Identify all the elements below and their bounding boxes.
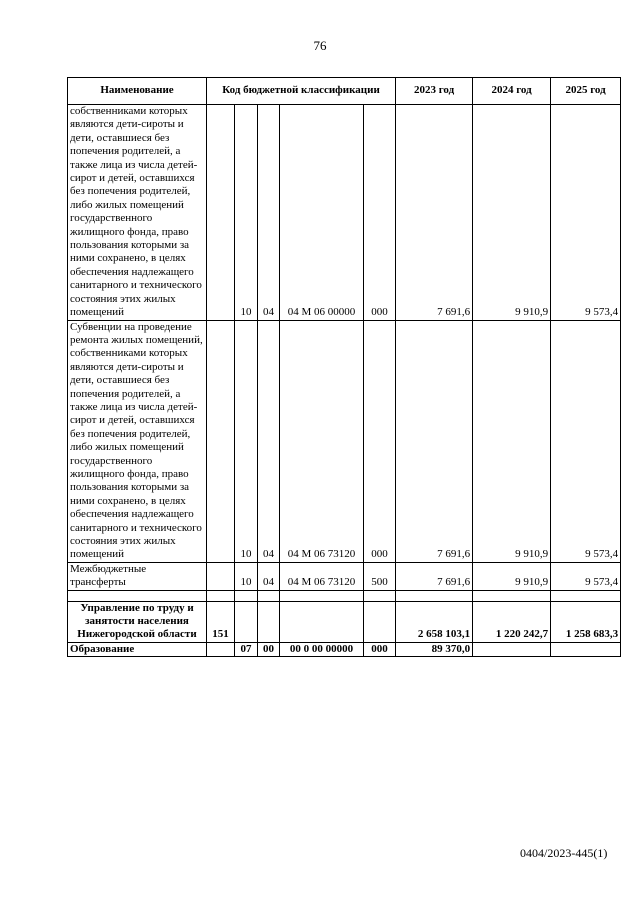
header-2025: 2025 год [551,78,621,105]
row-code-target: 04 М 06 00000 [280,105,364,321]
table-row [68,320,621,562]
row-value-2024: 9 910,9 [473,562,551,590]
header-2024: 2024 год [473,78,551,105]
row-value-2023: 7 691,6 [396,320,473,562]
spacer-cell [280,590,364,601]
row-code-target [280,601,364,642]
row-code-admin [207,562,235,590]
row-code-section: 10 [235,562,258,590]
row-code-type [364,601,396,642]
row-name: Управление по труду и занятости населения Нижегородской области [68,601,207,642]
row-value-2024: 9 910,9 [473,105,551,321]
row-value-2024 [473,642,551,656]
table-row [68,642,621,656]
row-code-section: 10 [235,105,258,321]
header-2023: 2023 год [396,78,473,105]
row-value-2023: 7 691,6 [396,562,473,590]
row-value-2023: 7 691,6 [396,105,473,321]
row-value-2024: 1 220 242,7 [473,601,551,642]
row-code-subsection: 04 [258,562,280,590]
spacer-cell [396,590,473,601]
row-code-target: 04 М 06 73120 [280,320,364,562]
row-code-section: 07 [235,642,258,656]
row-value-2025: 1 258 683,3 [551,601,621,642]
row-code-admin [207,320,235,562]
header-code: Код бюджетной классификации [207,78,396,105]
table-row [68,601,621,642]
row-code-subsection: 00 [258,642,280,656]
spacer-cell [207,590,235,601]
row-code-type: 500 [364,562,396,590]
spacer-cell [473,590,551,601]
row-code-target: 00 0 00 00000 [280,642,364,656]
row-code-subsection [258,601,280,642]
row-code-type: 000 [364,320,396,562]
row-value-2023: 89 370,0 [396,642,473,656]
table-row [68,562,621,590]
row-value-2025: 9 573,4 [551,105,621,321]
spacer-cell [258,590,280,601]
row-value-2025: 9 573,4 [551,562,621,590]
spacer-row [68,590,621,601]
header-name: Наименование [68,78,207,105]
row-name: Образование [68,642,207,656]
row-name: Межбюджетные трансферты [68,562,207,590]
budget-table [67,77,621,657]
header-row [68,78,621,105]
table-row [68,105,621,321]
row-code-type: 000 [364,105,396,321]
row-code-section: 10 [235,320,258,562]
row-name: собственниками которых являются дети-сироты и дети, оставшиеся без попечения родителей, а также лица из числа детей-сирот и детей, оставшихся без попечения родителей, либо жилых помещений государственного жилищного фонда, право пользования которыми за ними сохранено, в целях обеспечения надлежащего санитарного и технического состояния этих жилых помещений [68,105,207,321]
row-code-admin: 151 [207,601,235,642]
row-code-section [235,601,258,642]
row-value-2025: 9 573,4 [551,320,621,562]
row-value-2024: 9 910,9 [473,320,551,562]
document-footer-code: 0404/2023-445(1) [520,846,608,860]
row-code-subsection: 04 [258,105,280,321]
page-number: 76 [313,38,327,53]
row-value-2023: 2 658 103,1 [396,601,473,642]
row-code-target: 04 М 06 73120 [280,562,364,590]
spacer-cell [235,590,258,601]
row-code-admin [207,105,235,321]
row-value-2025 [551,642,621,656]
spacer-cell [68,590,207,601]
spacer-cell [364,590,396,601]
row-code-admin [207,642,235,656]
row-code-type: 000 [364,642,396,656]
spacer-cell [551,590,621,601]
row-name: Субвенции на проведение ремонта жилых помещений, собственниками которых являются дети-сироты и дети, оставшиеся без попечения родителей, а также лица из числа детей-сирот и детей, оставшихся без попечения родителей, либо жилых помещений государственного жилищного фонда, право пользования которыми за ними сохранено, в целях обеспечения надлежащего санитарного и технического состояния этих жилых помещений [68,320,207,562]
row-code-subsection: 04 [258,320,280,562]
